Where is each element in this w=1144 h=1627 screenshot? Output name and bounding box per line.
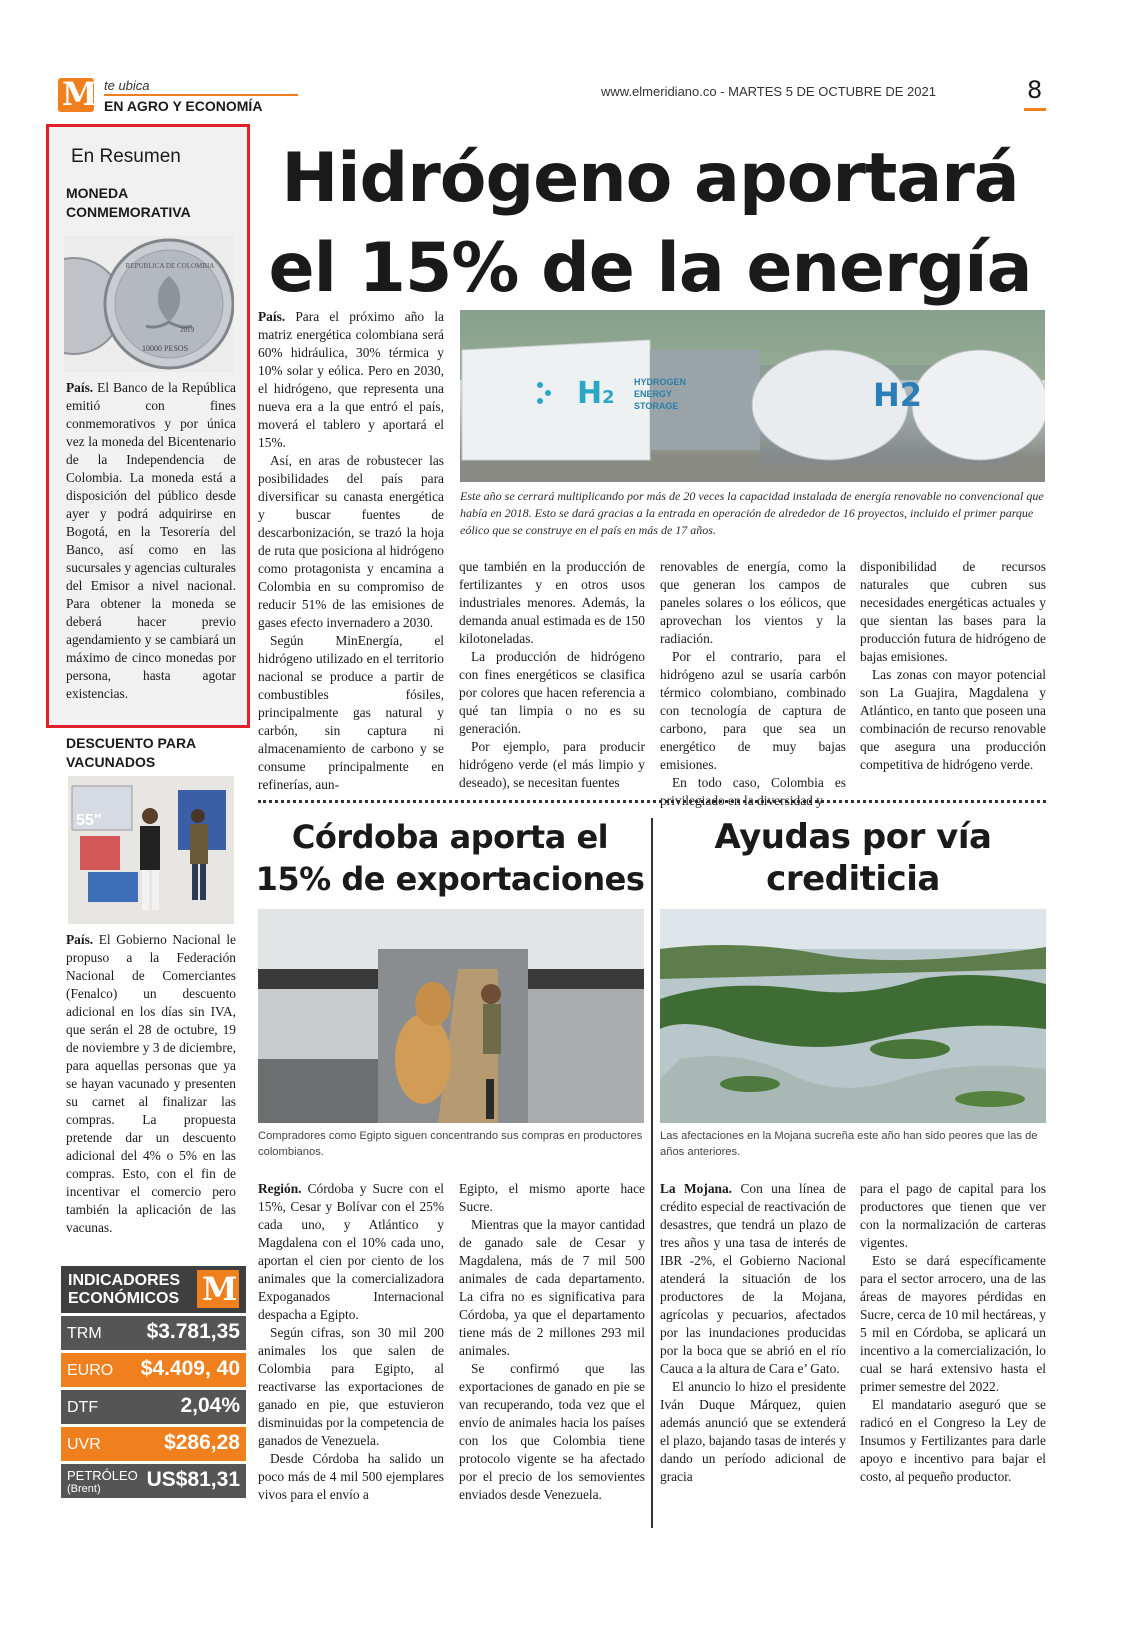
- cordoba-col-2: [459, 1180, 645, 1504]
- h2-letter: H: [577, 376, 603, 411]
- storage-line2: ENERGY: [634, 389, 673, 399]
- main-headline-line2: el 15% de la energía: [268, 229, 1032, 308]
- storage-sign: [634, 376, 686, 412]
- main-col4-p2: Las zonas con mayor potencial son La Guajira, Magdalena y Atlántico, en tanto que poseen una combinación de recurso renovable que asegura una producción competitiva de hidrógeno verde.: [860, 667, 1046, 772]
- section-divider: [258, 800, 1046, 803]
- site-date: www.elmeridiano.co - MARTES 5 DE OCTUBRE DE 2021: [601, 84, 936, 99]
- logo-letter: M: [62, 75, 98, 113]
- cordoba-col2-p1: Egipto, el mismo aporte hace Sucre.: [459, 1181, 645, 1214]
- storage-line1: HYDROGEN: [634, 377, 687, 387]
- indicator-label: PETRÓLEO: [67, 1468, 138, 1483]
- main-col1-p2: Así, en aras de robustecer las posibilidades del país para diversificar su canasta energética y buscar fuentes de descarbonización, se trazó la hoja de ruta que posiciona al hidrógeno como protagonista y encamina a Colombia en su compromiso de reducir 51% de las emisiones de gases efecto invernadero a 2030.: [258, 453, 444, 630]
- ayudas-col1-p1: Con una línea de crédito especial de reactivación de desastres, que tendrá un plazo de tres años y una tasa de interés de IBR -2%, el Gobierno Nacional atenderá la situación de los productores de la Mojana, agrícolas y pecuarios, afectados por las inundaciones producidas por la boca que se abrió en el río Cauca a la altura de Cara e’ Gato.: [660, 1181, 846, 1376]
- ayudas-headline-line1: Ayudas por vía: [714, 817, 992, 857]
- main-col1-p3: Según MinEnergía, el hidrógeno utilizado en el territorio nacional se produce a partir de combustibles fósiles, principalmente gas natural y carbón, sin captura ni almacenamiento de carbono y se consume principalmente en refinerías, aun-: [258, 633, 444, 792]
- cordoba-lead: Región.: [258, 1181, 302, 1196]
- cordoba-col1-p2: Según cifras, son 30 mil 200 animales los que salen de Colombia para Egipto, al reactivarse las exportaciones de ganado en pie, que estuvieron disminuidas por la competencia de ganados de Venezuela.: [258, 1325, 444, 1448]
- hydrogen-scene: [460, 310, 1045, 482]
- item2-heading: DESCUENTO PARA VACUNADOS: [66, 735, 196, 770]
- coin-inscription: REPUBLICA DE COLOMBIA: [125, 262, 215, 270]
- main-col4-p1: disponibilidad de recursos naturales que cubren sus necesidades energéticas actuales y que sientan las bases para la producción futura de hidrógeno de bajas emisiones.: [860, 559, 1046, 664]
- indicator-row: [61, 1390, 246, 1424]
- indicators-title-2: ECONÓMICOS: [68, 1290, 180, 1307]
- indicator-value: 2,04%: [180, 1394, 240, 1417]
- cordoba-col1-p1: Córdoba y Sucre con el 15%, Cesar y Bolívar con el 25% cada uno, y Atlántico y Magdalena con el 10% cada uno, aportan el cien por ciento de los animales que la comercializadora Expoganados Internacional despacha a Egipto.: [258, 1181, 444, 1322]
- item1-body: [66, 379, 236, 703]
- page-number-underline: [1024, 108, 1046, 111]
- indicators-title-1: INDICADORES: [68, 1272, 181, 1289]
- main-col2-p3: Por ejemplo, para producir hidrógeno verde (el más limpio y deseado), se necesitan fuentes: [459, 739, 645, 790]
- cattle-photo: [258, 909, 644, 1123]
- indicator-label: TRM: [67, 1325, 102, 1342]
- item2-lead: País.: [66, 932, 94, 947]
- indicator-value: $4.409, 40: [140, 1357, 240, 1380]
- ayudas-headline-line2: crediticia: [766, 859, 940, 899]
- ayudas-col2-p2: Esto se dará específicamente para el sector arrocero, una de las áreas de mayores pérdidas en Sucre, cerca de 10 mil hectáreas, y 5 mil en Córdoba, se aplicará un incentivo a la comercialización, lo cual se hará extensivo hasta el primer semestre del 2022.: [860, 1253, 1046, 1394]
- indicator-row: [61, 1316, 246, 1350]
- coin-denomination: 10000 PESOS: [142, 344, 189, 353]
- main-headline: [255, 134, 1045, 314]
- indicator-row: [61, 1353, 246, 1387]
- main-headline-line1: Hidrógeno aportará: [281, 139, 1019, 218]
- cordoba-headline-line2: 15% de exportaciones: [255, 860, 645, 898]
- indicator-sublabel: (Brent): [67, 1483, 101, 1495]
- main-col3-p1: renovables de energía, como la que generan los campos de paneles solares o los eólicos, que aprovechan los vientos y la radiación.: [660, 559, 846, 646]
- cordoba-caption: Compradores como Egipto siguen concentrando sus compras en productores colombianos.: [258, 1130, 643, 1158]
- item1-heading: MONEDA CONMEMORATIVA: [66, 185, 191, 220]
- main-col-1: [258, 308, 444, 794]
- ayudas-col-2: [860, 1180, 1046, 1486]
- summary-title: En Resumen: [71, 146, 181, 167]
- coin-year: 2019: [180, 326, 194, 334]
- shoppers-photo: [68, 776, 234, 924]
- ayudas-headline: [660, 816, 1046, 900]
- indicator-value: $3.781,35: [146, 1320, 240, 1343]
- main-col2-p1: que también en la producción de fertilizantes y en otros usos industriales menores. Además, la demanda anual estimada es de 150 kilotoneladas.: [459, 559, 645, 646]
- main-col3-p2: Por el contrario, para el hidrógeno azul se usaría carbón térmico colombiano, combinado con tecnología de captura de carbono, para que sea un energético de muy bajas emisiones.: [660, 649, 846, 772]
- cordoba-col2-p3: Se confirmó que las exportaciones de ganado en pie se van recuperando, toda vez que el envío de animales hacia los países con los que Colombia tiene protocolo vigente se ha afectado por el precio de los semovientes enviados desde Venezuela.: [459, 1361, 645, 1502]
- tagline: te ubica: [104, 78, 150, 93]
- cordoba-col1-p3: Desde Córdoba ha salido un poco más de 4 mil 500 ejemplares vivos para el envío a: [258, 1451, 444, 1502]
- item2-text: El Gobierno Nacional le propuso a la Federación Nacional de Comerciantes (Fenalco) un descuento adicional en los días sin IVA, que serán el 28 de octubre, 19 de noviembre y 3 de diciembre, para aquellas personas que ya se hayan vacunado y presenten su carnet al finalizar las compras. La propuesta pretende dar un descuento adicional del 4% o 5% en las compras. Esto, con el fin de incentivar el comercio pero también la aplicación de las vacunas.: [66, 932, 236, 1235]
- cordoba-headline-line1: Córdoba aporta el: [291, 818, 609, 856]
- main-col-2: [459, 558, 645, 792]
- main-lead: País.: [258, 309, 286, 324]
- cordoba-col2-p2: Mientras que la mayor cantidad de ganado sale de Cesar y Magdalena, más de 7 mil 500 animales de cada departamento. La cifra no es significativa para Córdoba, ya que el departamento tiene más de 2 millones 293 mil animales.: [459, 1217, 645, 1358]
- hydrogen-photo: [460, 310, 1045, 482]
- indicator-value: $286,28: [164, 1431, 240, 1454]
- indicators-logo-letter: M: [202, 1270, 238, 1308]
- cordoba-headline: [255, 816, 645, 900]
- ayudas-lead: La Mojana.: [660, 1181, 733, 1196]
- ayudas-col1-p2: El anuncio lo hizo el presidente Iván Duque Márquez, quien además anunció que se extenderá el plazo, bajando tasas de interés y dando un período adicional de gracia: [660, 1379, 846, 1484]
- page-number: 8: [1027, 76, 1043, 104]
- indicator-label: EURO: [67, 1362, 114, 1379]
- main-col-3: [660, 558, 846, 810]
- main-col-4: [860, 558, 1046, 774]
- column-divider: [651, 818, 653, 1528]
- hydrogen-caption: Este año se cerrará multiplicando por más de 20 veces la capacidad instalada de energía renovable no convencional que había en 2018. Esto se dará gracias a la entrada en operación de alrededor de 16 proyectos, incluido el primer parque eólico que se construye en el país en más de 17 años.: [460, 489, 1044, 537]
- ayudas-col2-p1: para el pago de capital para los productores que tienen que ver con la normalización de carteras vigentes.: [860, 1181, 1046, 1250]
- ayudas-col2-p3: El mandatario aseguró que se radicó en el Congreso la Ley de Insumos y Fertilizantes para darle apoyo e incentivo para bajar el costo, al pequeño productor.: [860, 1397, 1046, 1484]
- storage-line3: STORAGE: [634, 401, 679, 411]
- indicator-row: [61, 1464, 246, 1498]
- main-col2-p2: La producción de hidrógeno con fines energéticos se clasifica por colores que hacen referencia a qué tan limpia o no es su generación.: [459, 649, 645, 736]
- main-col3-p3: En todo caso, Colombia es privilegiado en la diversidad y: [660, 775, 846, 808]
- h2-logo: [577, 376, 615, 411]
- item2-body: [66, 931, 236, 1237]
- main-col1-p1: Para el próximo año la matriz energética colombiana será 60% hidráulica, 30% térmica y 10% solar y eólica. Pero en 2030, el hidrógeno, que representa una nueva era a la que entró el país, moverá el tablero y aportará el 15%.: [258, 309, 444, 450]
- section-name: EN AGRO Y ECONOMÍA: [104, 98, 263, 114]
- item1-lead: País.: [66, 380, 94, 395]
- indicator-value: US$81,31: [146, 1468, 240, 1491]
- ayudas-caption: Las afectaciones en la Mojana sucreña este año han sido peores que las de años anteriores.: [660, 1130, 1038, 1158]
- tagline-rule: [104, 94, 298, 96]
- tank-label: H2: [873, 376, 923, 414]
- indicator-label: DTF: [67, 1399, 99, 1416]
- cordoba-col-1: [258, 1180, 444, 1504]
- item1-text: El Banco de la República emitió con fines conmemorativos y por única vez la moneda del Bicentenario de la Independencia de Colombia. La moneda está a disposición del público desde ayer y podrá adquirirse en Bogotá, en la Tesorería del Banco, así como en las sucursales y agencias culturales del Emisor a nivel nacional. Para obtener la moneda se deberá hacer previo agendamiento y se cambiará un máximo de cinco monedas por persona, hasta agotar existencias.: [66, 380, 236, 701]
- ayudas-col-1: [660, 1180, 846, 1486]
- h2-sub: 2: [602, 387, 615, 408]
- indicator-row: [61, 1427, 246, 1461]
- flood-photo: [660, 909, 1046, 1123]
- logo: [58, 75, 98, 113]
- tv-size-label: 55": [76, 812, 102, 829]
- indicators-logo: [197, 1270, 239, 1308]
- indicator-label: UVR: [67, 1436, 101, 1453]
